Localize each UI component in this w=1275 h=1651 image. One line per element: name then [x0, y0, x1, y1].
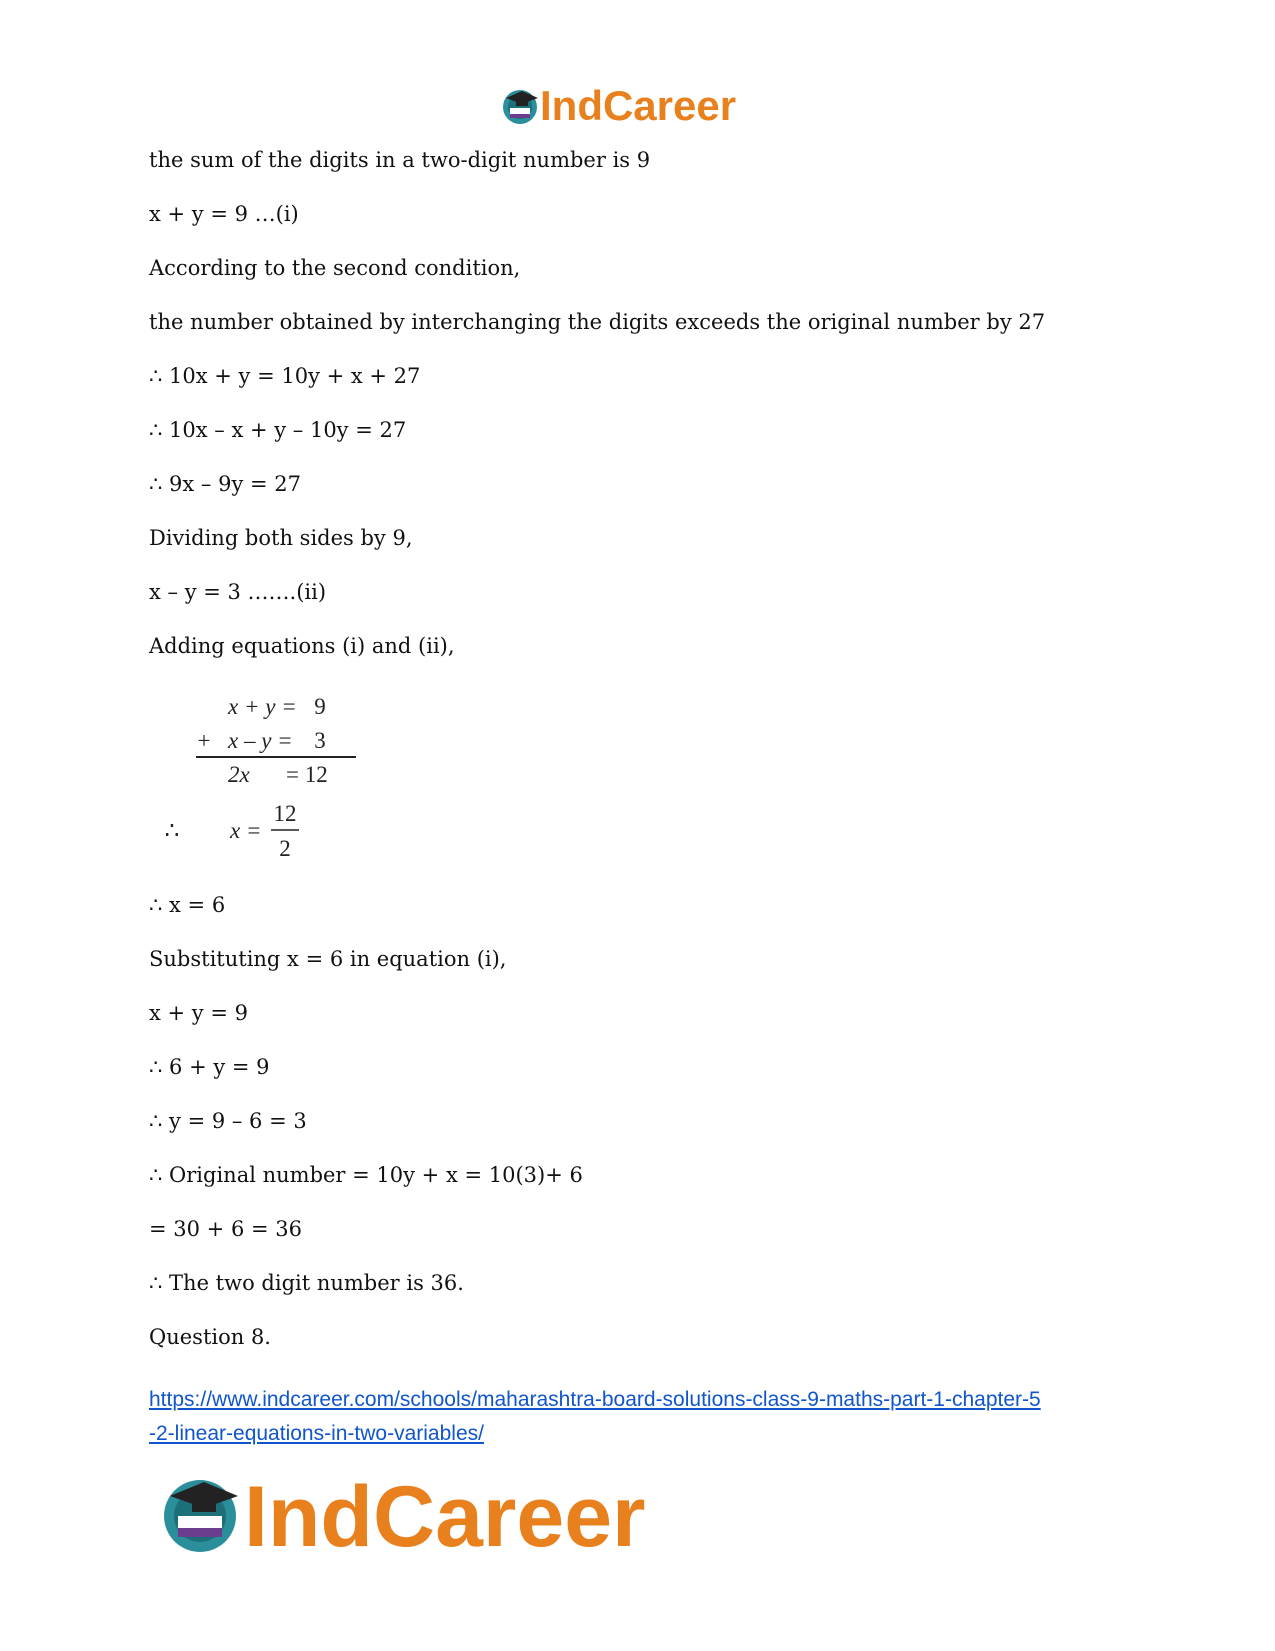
graduation-globe-icon — [164, 1480, 238, 1552]
text-line: Dividing both sides by 9, — [149, 526, 413, 550]
text-line: the sum of the digits in a two-digit number is 9 — [149, 148, 651, 172]
text-line: Substituting x = 6 in equation (i), — [149, 947, 507, 971]
source-link-line-1[interactable]: https://www.indcareer.com/schools/maharashtra-board-solutions-class-9-maths-part-1-chapter-5 — [149, 1388, 1041, 1411]
row2-op: + — [197, 728, 211, 753]
row2-lhs: x – y = — [228, 728, 293, 753]
addition-equation-image — [160, 690, 370, 870]
equation-line: ∴ 6 + y = 9 — [149, 1055, 270, 1079]
row1-rhs: 9 — [314, 694, 326, 719]
indcareer-logo-bottom — [158, 1460, 698, 1560]
row1-lhs: x + y = — [228, 694, 297, 719]
equation-i: x + y = 9 …(i) — [149, 202, 299, 226]
equation-line: ∴ 10x – x + y – 10y = 27 — [149, 418, 407, 442]
equation-line: ∴ x = 6 — [149, 893, 226, 917]
indcareer-logo-top — [498, 80, 768, 130]
text-line: Adding equations (i) and (ii), — [149, 634, 455, 658]
question-heading: Question 8. — [149, 1325, 271, 1349]
source-link[interactable] — [149, 1383, 1139, 1451]
equation-line: = 30 + 6 = 36 — [149, 1217, 302, 1241]
text-line: the number obtained by interchanging the digits exceeds the original number by 27 — [149, 310, 1046, 334]
equation-line: ∴ 10x + y = 10y + x + 27 — [149, 364, 421, 388]
x-equals: x = — [230, 818, 262, 843]
fraction-denominator: 2 — [279, 836, 291, 861]
equation-line: ∴ Original number = 10y + x = 10(3)+ 6 — [149, 1163, 583, 1187]
conclusion-line: ∴ The two digit number is 36. — [149, 1271, 464, 1295]
fraction-numerator: 12 — [273, 801, 297, 826]
row3-lhs: 2x — [228, 762, 250, 787]
equation-line: ∴ 9x – 9y = 27 — [149, 472, 301, 496]
text-line: According to the second condition, — [149, 256, 521, 280]
row2-rhs: 3 — [314, 728, 326, 753]
source-link-line-2[interactable]: -2-linear-equations-in-two-variables/ — [149, 1422, 484, 1445]
row3-rhs: = 12 — [286, 762, 328, 787]
equation-ii: x – y = 3 …….(ii) — [149, 580, 327, 604]
logo-text: IndCareer — [244, 1469, 646, 1560]
equation-line: x + y = 9 — [149, 1001, 248, 1025]
graduation-globe-icon — [503, 90, 538, 124]
therefore-symbol: ∴ — [164, 818, 180, 843]
logo-text: IndCareer — [540, 82, 737, 129]
equation-line: ∴ y = 9 – 6 = 3 — [149, 1109, 307, 1133]
